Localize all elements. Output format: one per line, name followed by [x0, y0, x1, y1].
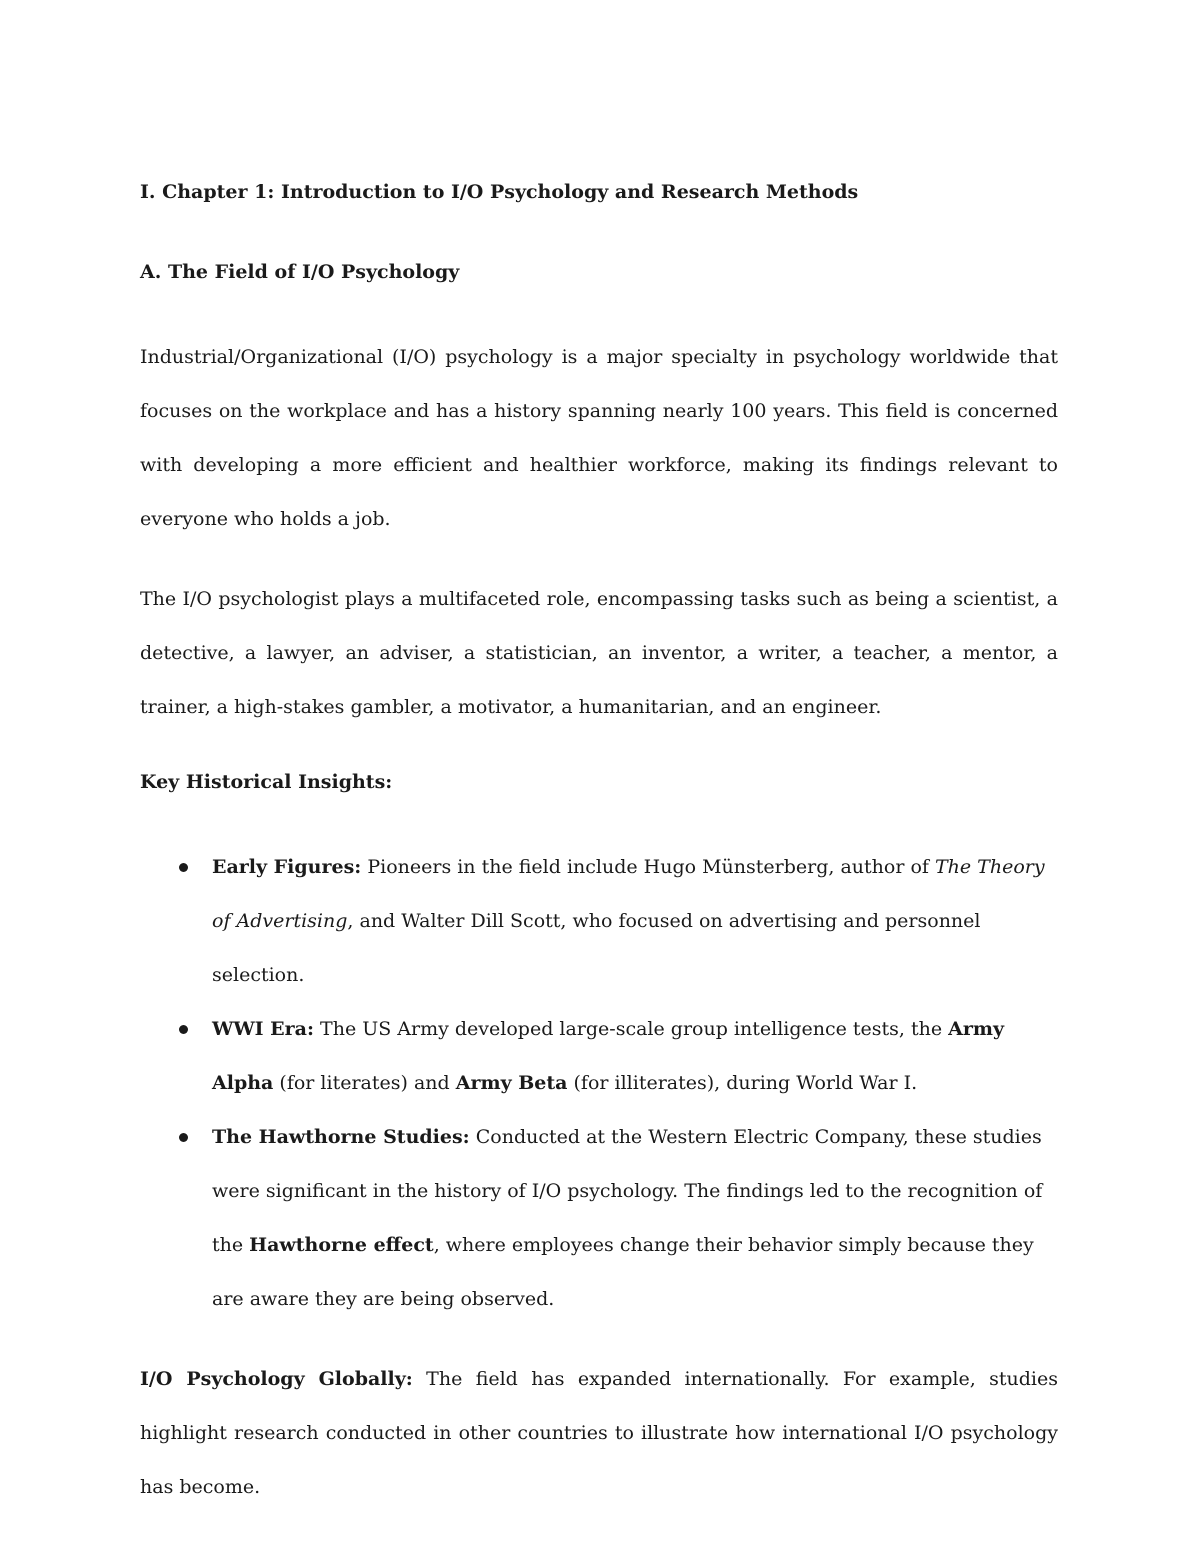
section-title: A. The Field of I/O Psychology	[140, 261, 460, 283]
document-page	[140, 170, 1058, 1540]
global-label: I/O Psychology Globally:	[140, 1368, 413, 1390]
key-insights-heading: Key Historical Insights:	[140, 771, 393, 793]
insight-label: The Hawthorne Studies:	[212, 1126, 470, 1148]
bullet-icon	[179, 1133, 188, 1142]
army-beta-term: Army Beta	[455, 1072, 568, 1094]
army-alpha-term: Army Alpha	[212, 1018, 1005, 1094]
paragraph-intro: Industrial/Organizational (I/O) psychology is a major specialty in psychology worldwide that focuses on the workplace and has a history spanning nearly 100 years. This field is concerned with developing a more efficient and healthier workforce, making its findings relevant to everyone who holds a job.	[140, 346, 1058, 530]
insight-text: (for illiterates), during World War I.	[567, 1072, 918, 1094]
paragraph-global	[140, 1352, 1058, 1514]
insight-label: WWI Era:	[212, 1018, 314, 1040]
bullet-icon	[179, 863, 188, 872]
list-item-early-figures	[212, 840, 1058, 1002]
paragraph-role: The I/O psychologist plays a multifaceted role, encompassing tasks such as being a scientist, a detective, a lawyer, an adviser, a statistician, an inventor, a writer, a teacher, a mentor, a trainer, a high-stakes gambler, a motivator, a humanitarian, and an engineer.	[140, 588, 1058, 718]
insight-text: Conducted at the Western Electric Company, these studies were significant in the history of I/O psychology. The findings led to the recognition of the	[212, 1126, 1043, 1256]
insight-text: , where employees change their behavior simply because they are aware they are being observed.	[212, 1234, 1034, 1310]
book-title: The Theory of Advertising	[212, 856, 1045, 932]
chapter-title: I. Chapter 1: Introduction to I/O Psychology and Research Methods	[140, 181, 859, 203]
global-text: The field has expanded internationally. For example, studies highlight research conducted in other countries to illustrate how international I/O psychology has become.	[140, 1368, 1058, 1498]
bullet-icon	[179, 1025, 188, 1034]
hawthorne-effect-term: Hawthorne effect	[249, 1234, 434, 1256]
insights-list	[140, 840, 1058, 1326]
insight-text: (for literates) and	[273, 1072, 456, 1094]
insight-text: The US Army developed large-scale group intelligence tests, the	[314, 1018, 949, 1040]
list-item-wwi-era	[212, 1002, 1058, 1110]
insight-text: Pioneers in the field include Hugo Münsterberg, author of	[361, 856, 935, 878]
insight-label: Early Figures:	[212, 856, 362, 878]
list-item-hawthorne	[212, 1110, 1058, 1326]
insight-text: , and Walter Dill Scott, who focused on advertising and personnel selection.	[212, 910, 981, 986]
